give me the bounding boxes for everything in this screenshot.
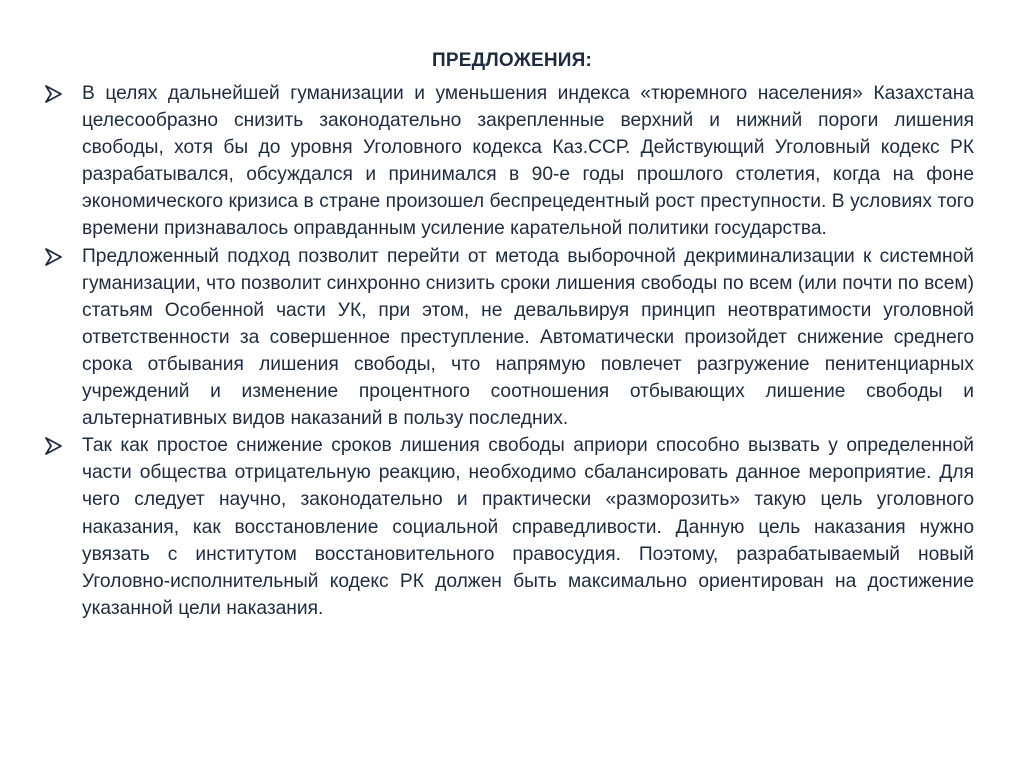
bullet-text: Предложенный подход позволит перейти от метода выборочной декриминализации к системной гуманизации, что позволит синхронно снизить сроки лишения свободы по всем (или почти по всем) статьям Особенной части УК, при этом, не девальвируя принцип неотвратимости уголовной ответственности за совершенное преступление. Автоматически произойдет снижение среднего срока отбывания лишения свободы, что напрямую повлечет разгружение пенитенциарных учреждений и изменение процентного соотношения отбывающих лишение свободы и альтернативных видов наказаний в пользу последних.: [82, 245, 974, 430]
bullet-text: Так как простое снижение сроков лишения свободы априори способно вызвать у определенной части общества отрицательную реакцию, необходимо сбалансировать данное мероприятие. Для чего следует научно, законодательно и практически «разморозить» такую цель уголовного наказания, как восстановление социальной справедливости. Данную цель наказания нужно увязать с институтом восстановительного правосудия. Поэтому, разрабатываемый новый Уголовно-исполнительный кодекс РК должен быть максимально ориентирован на достижение указанной цели наказания.: [82, 435, 974, 619]
arrow-bullet-icon: [44, 436, 64, 456]
list-item: [44, 80, 974, 243]
page-title: ПРЕДЛОЖЕНИЯ:: [431, 50, 592, 71]
arrow-bullet-icon: [44, 247, 64, 267]
list-item: [44, 432, 974, 622]
list-item: [44, 243, 974, 433]
bullet-text: В целях дальнейшей гуманизации и уменьшения индекса «тюремного населения» Казахстана целесообразно снизить законодательно закрепленные верхний и нижний пороги лишения свободы, хотя бы до уровня Уголовного кодекса Каз.ССР. Действующий Уголовный кодекс РК разрабатывался, обсуждался и принимался в 90-е годы прошлого столетия, когда на фоне экономического кризиса в стране произошел беспрецедентный рост преступности. В условиях того времени признавалось оправданным усиление карательной политики государства.: [82, 83, 974, 240]
arrow-bullet-icon: [44, 84, 64, 104]
bullet-list: [44, 80, 974, 622]
